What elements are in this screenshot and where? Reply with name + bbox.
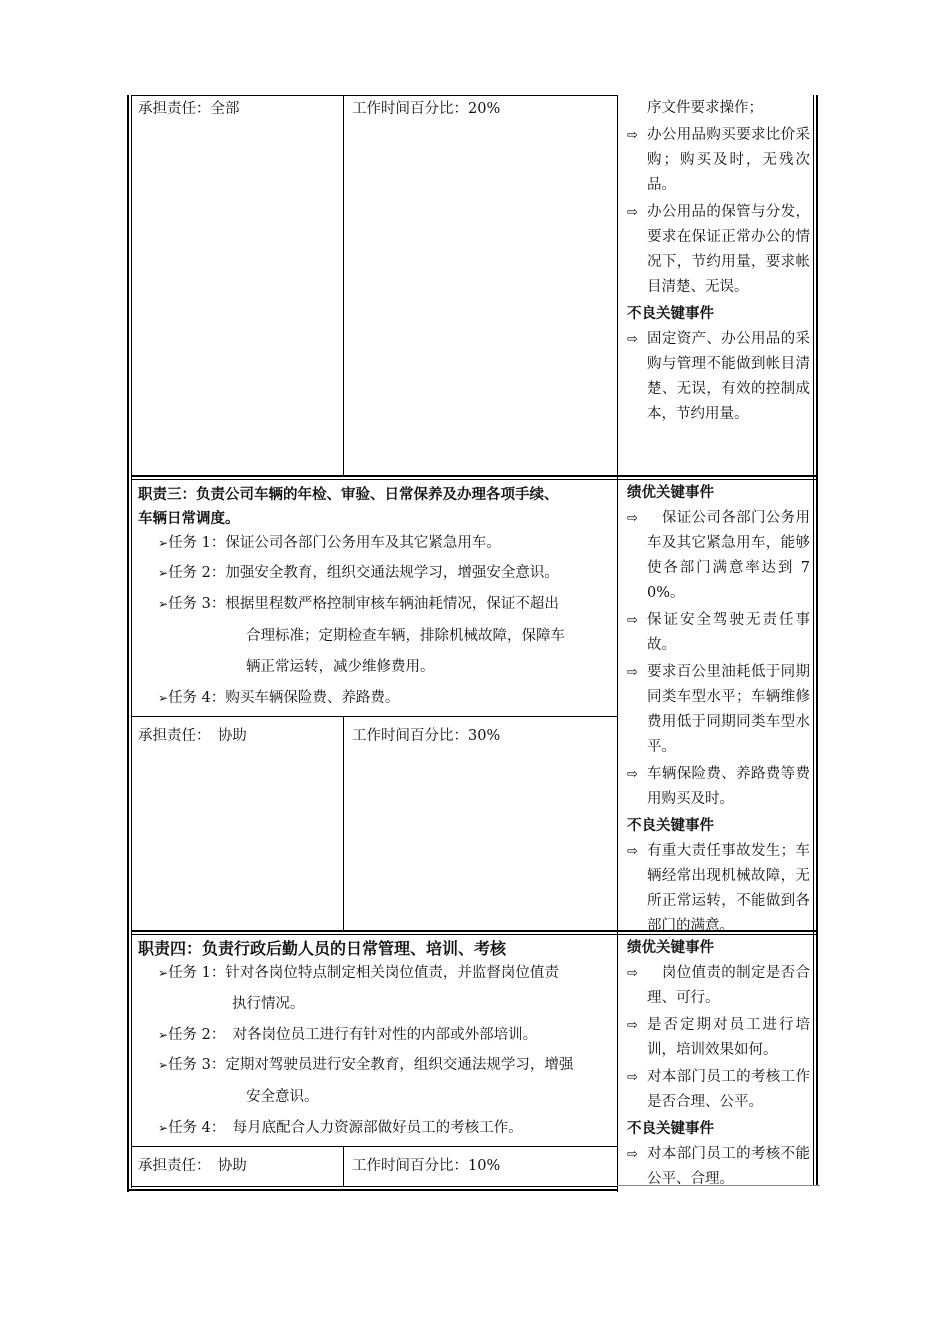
list-item: ⇨ 车辆保险费、养路费等费用购买及时。 (627, 762, 810, 812)
arrow-right-outline-icon: ⇨ (627, 665, 638, 680)
block2-right-column (627, 481, 810, 941)
table-border-right (816, 95, 818, 1185)
block2-row-line (131, 716, 618, 717)
time-percentage-label: 工作时间百分比：20% (352, 101, 501, 117)
task-item: ➢任务 4：购买车辆保险费、养路费。 (158, 690, 400, 706)
responsibility-label: 承担责任：全部 (138, 101, 240, 117)
bad-events-heading: 不良关键事件 (627, 1121, 714, 1137)
arrow-right-outline-icon: ⇨ (627, 205, 638, 220)
block1-right-column (627, 96, 810, 429)
triangle-arrow-icon: ➢ (158, 597, 169, 611)
good-events-heading: 绩优关键事件 (627, 485, 714, 501)
task-item: ➢任务 1：针对各岗位特点制定相关岗位值责，并监督岗位值责 (158, 965, 559, 981)
cell-divider-1 (343, 95, 344, 475)
bad-events-heading: 不良关键事件 (627, 306, 714, 322)
list-item: ⇨ 固定资产、办公用品的采购与管理不能做到帐目清楚、无误，有效的控制成本，节约用量。 (627, 327, 810, 427)
task-line-cont: 执行情况。 (232, 996, 305, 1012)
section-separator-1b (131, 479, 818, 480)
block3-right-column (627, 936, 810, 1194)
triangle-arrow-icon: ➢ (158, 536, 169, 550)
list-item: ⇨ 对本部门员工的考核不能公平、合理。 (627, 1142, 810, 1192)
task-item: ➢任务 2： 对各岗位员工进行有针对性的内部或外部培训。 (158, 1027, 538, 1043)
responsibility-label: 承担责任： 协助 (138, 1158, 247, 1174)
arrow-right-outline-icon: ⇨ (627, 1147, 638, 1162)
duty-title: 职责三：负责公司车辆的年检、审验、日常保养及办理各项手续、 (138, 487, 559, 503)
table-border-left-inner (131, 95, 132, 1188)
list-item: ⇨ 保证安全驾驶无责任事故。 (627, 608, 810, 658)
time-percentage-label: 工作时间百分比：10% (352, 1158, 501, 1174)
triangle-arrow-icon: ➢ (158, 966, 169, 980)
column-divider (617, 95, 618, 1192)
block3-row-line (131, 1146, 618, 1147)
arrow-right-outline-icon: ⇨ (627, 1070, 638, 1085)
list-item: ⇨ 保证公司各部门公务用车及其它紧急用车，能够使各部门满意率达到 70%。 (627, 506, 810, 606)
arrow-right-outline-icon: ⇨ (627, 767, 638, 782)
arrow-right-outline-icon: ⇨ (627, 332, 638, 347)
section-separator-1 (131, 475, 818, 477)
task-item: ➢任务 3：定期对驾驶员进行安全教育，组织交通法规学习，增强 (158, 1057, 574, 1073)
list-item: ⇨ 岗位值责的制定是否合理、可行。 (627, 961, 810, 1011)
list-item: ⇨ 办公用品的保管与分发，要求在保证正常办公的情况下，节约用量，要求帐目清楚、无误。 (627, 200, 810, 300)
cell-divider-3 (343, 1146, 344, 1186)
triangle-arrow-icon: ➢ (158, 566, 169, 580)
cell-divider-2 (343, 716, 344, 930)
list-item: ⇨ 是否定期对员工进行培训，培训效果如何。 (627, 1013, 810, 1063)
list-item: ⇨ 要求百公里油耗低于同期同类车型水平；车辆维修费用低于同期同类车型水平。 (627, 660, 810, 760)
task-line-cont: 合理标准；定期检查车辆，排除机械故障，保障车 (246, 628, 565, 644)
arrow-right-outline-icon: ⇨ (627, 128, 638, 143)
duty-title-cont: 车辆日常调度。 (138, 511, 240, 527)
list-item: 序文件要求操作； (647, 100, 763, 116)
duty-title: 职责四：负责行政后勤人员的日常管理、培训、考核 (138, 939, 507, 958)
list-item: ⇨ 对本部门员工的考核工作是否合理、公平。 (627, 1065, 810, 1115)
table-border-right-inner (813, 95, 814, 1185)
table-bottom-line (131, 1186, 618, 1187)
arrow-right-outline-icon: ⇨ (627, 844, 638, 859)
responsibility-label: 承担责任： 协助 (138, 728, 247, 744)
task-item: ➢任务 3：根据里程数严格控制审核车辆油耗情况，保证不超出 (158, 596, 559, 612)
task-item: ➢任务 2：加强安全教育，组织交通法规学习，增强安全意识。 (158, 565, 559, 581)
arrow-right-outline-icon: ⇨ (627, 1018, 638, 1033)
task-item: ➢任务 4： 每月底配合人力资源部做好员工的考核工作。 (158, 1120, 523, 1136)
arrow-right-outline-icon: ⇨ (627, 966, 638, 981)
triangle-arrow-icon: ➢ (158, 1058, 169, 1072)
list-item: ⇨ 办公用品购买要求比价采购；购买及时，无残次品。 (627, 123, 810, 198)
time-percentage-label: 工作时间百分比：30% (352, 728, 501, 744)
arrow-right-outline-icon: ⇨ (627, 613, 638, 628)
list-item: ⇨ 有重大责任事故发生；车辆经常出现机械故障，无所正常运转，不能做到各部门的满意。 (627, 839, 810, 939)
triangle-arrow-icon: ➢ (158, 1028, 169, 1042)
triangle-arrow-icon: ➢ (158, 691, 169, 705)
bad-events-heading: 不良关键事件 (627, 818, 714, 834)
triangle-arrow-icon: ➢ (158, 1121, 169, 1135)
task-item: ➢任务 1：保证公司各部门公务用车及其它紧急用车。 (158, 535, 501, 551)
arrow-right-outline-icon: ⇨ (627, 511, 638, 526)
task-line-cont: 辆正常运转，减少维修费用。 (246, 659, 435, 675)
table-top-line (131, 95, 618, 96)
table-bottom-line-thick (127, 1189, 618, 1191)
table-border-left (127, 95, 129, 1192)
good-events-heading: 绩优关键事件 (627, 940, 714, 956)
task-line-cont: 安全意识。 (246, 1089, 319, 1105)
